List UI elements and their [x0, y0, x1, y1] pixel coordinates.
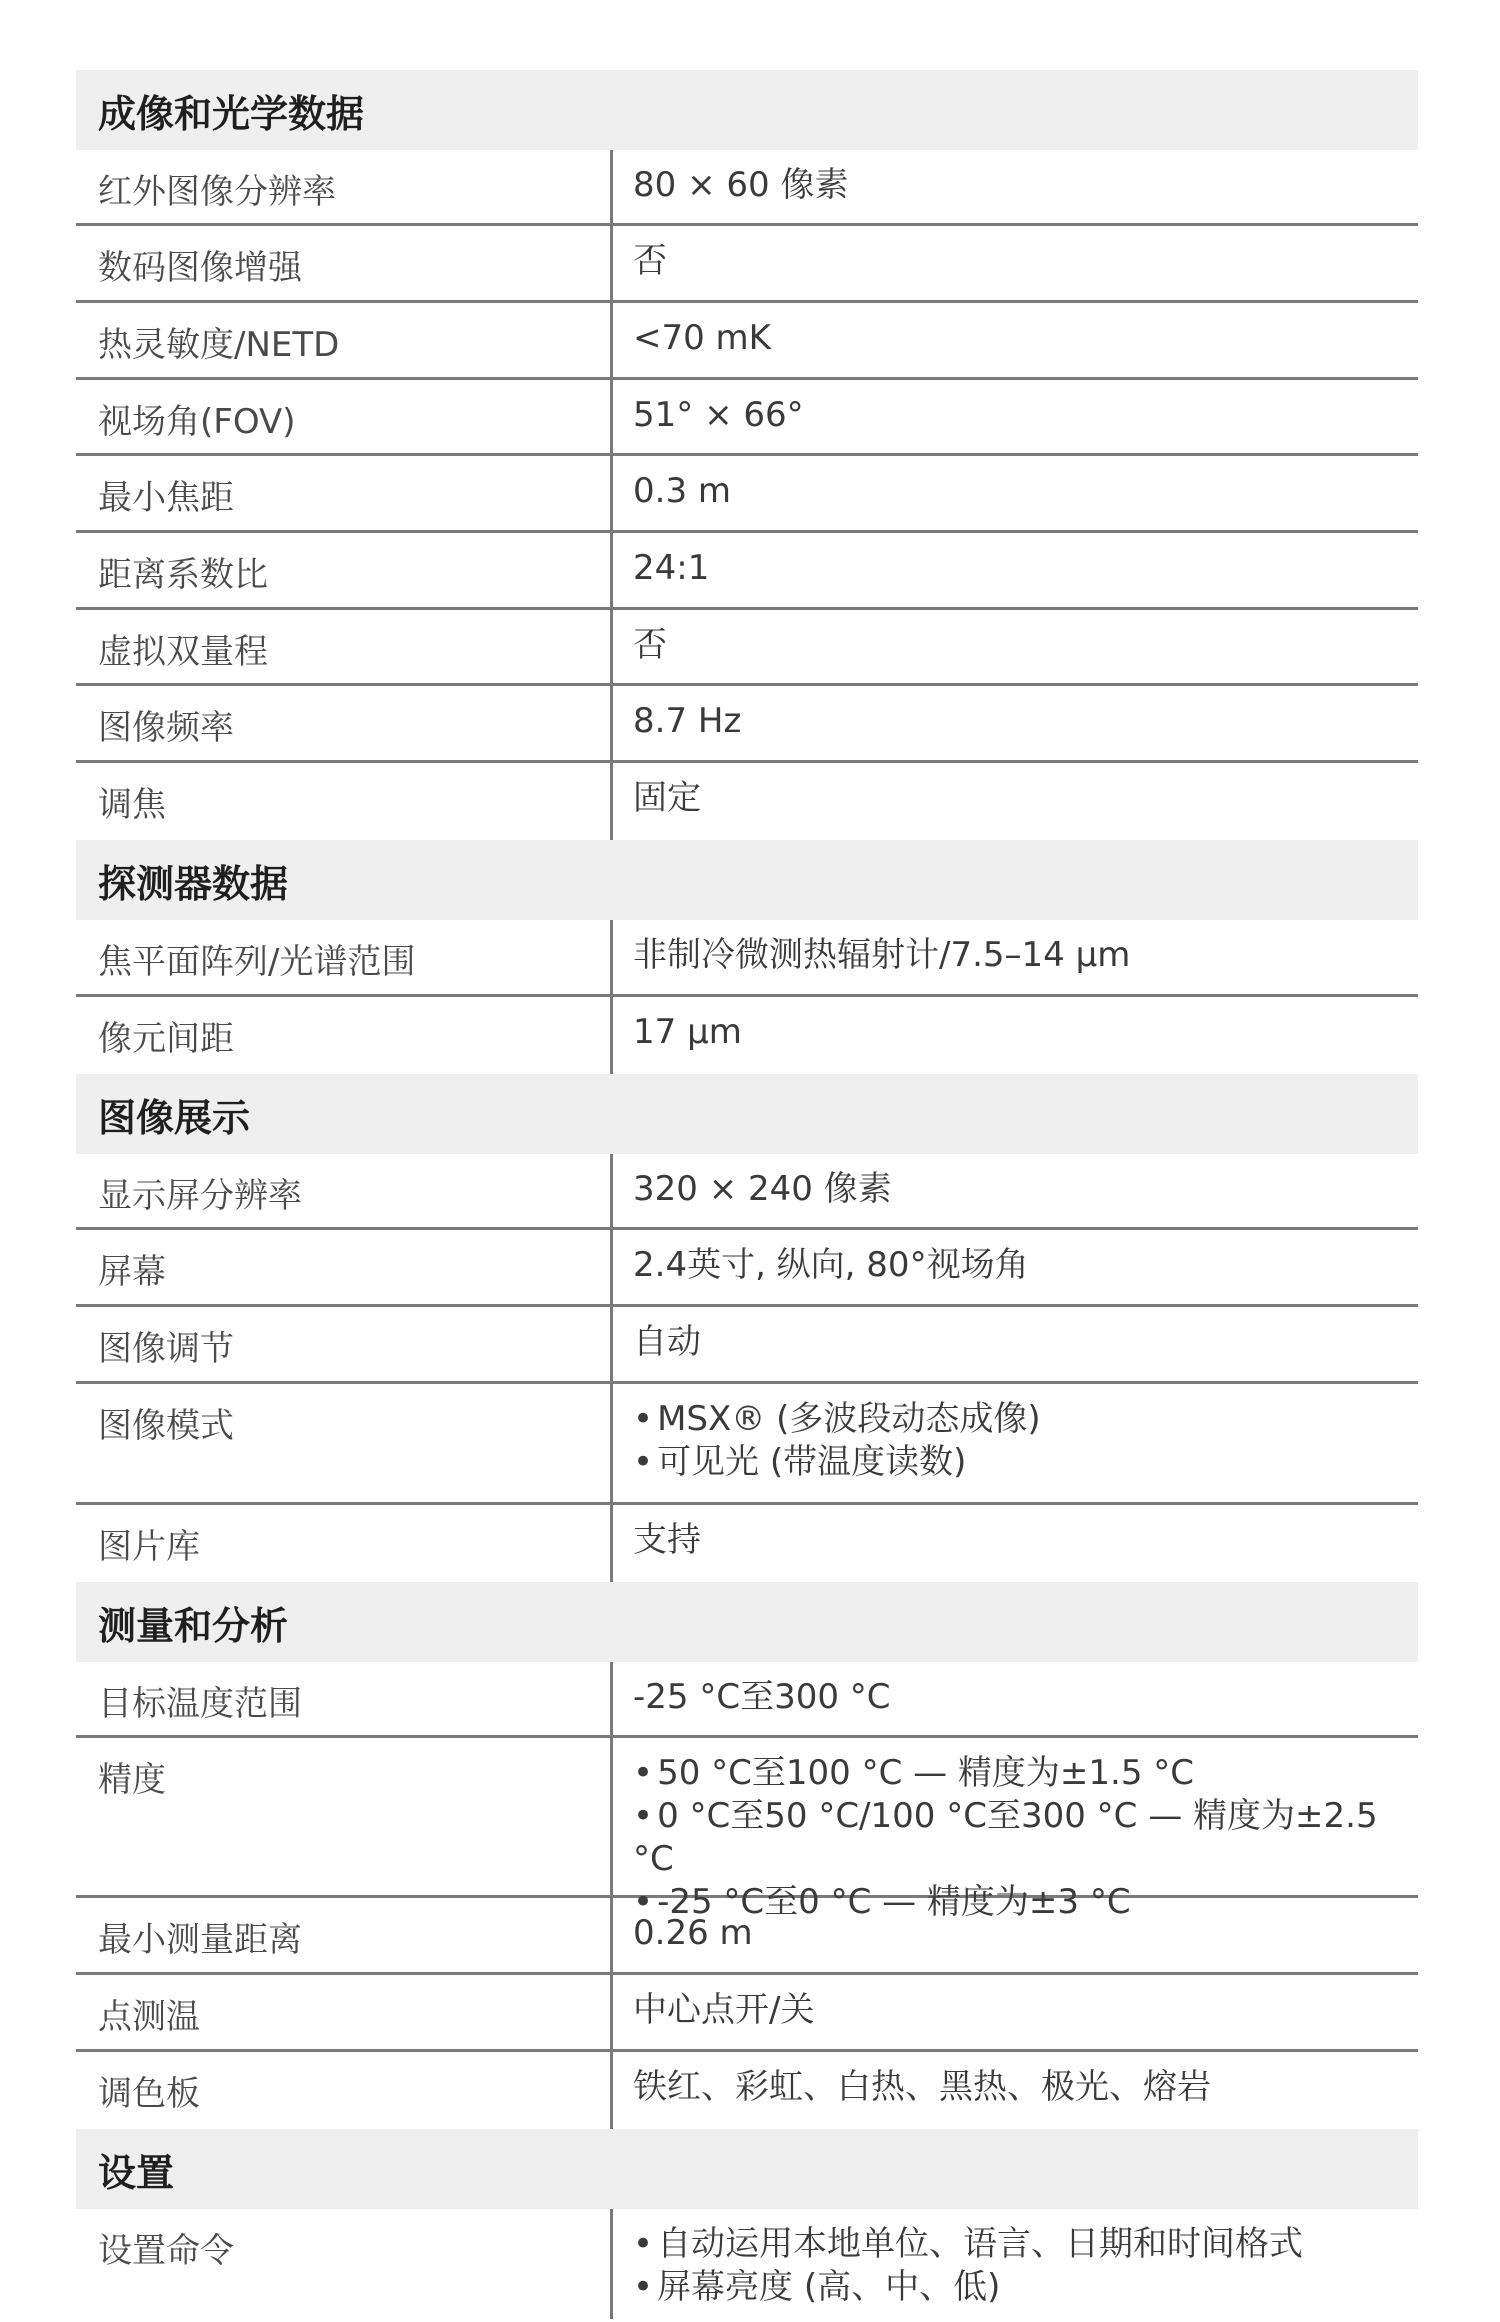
spec-row [76, 1230, 1418, 1307]
spec-value [613, 1738, 1418, 1922]
section-header: 设置 [76, 2129, 1418, 2209]
spec-value-text: -25 °C至300 °C [633, 1677, 891, 1717]
spec-value [613, 920, 1418, 994]
spec-sheet [76, 70, 1418, 2319]
spec-value-text: 固定 [633, 778, 701, 818]
spec-row [76, 2052, 1418, 2129]
spec-label: 屏幕 [76, 1230, 613, 1304]
spec-row [76, 2209, 1418, 2319]
spec-value-text: 铁红、彩虹、白热、黑热、极光、熔岩 [633, 2067, 1211, 2107]
spec-label: 点测温 [76, 1975, 613, 2049]
spec-label: 图片库 [76, 1505, 613, 1582]
spec-value-bullet: • 50 °C至100 °C — 精度为±1.5 °C [633, 1752, 1418, 1795]
spec-row [76, 610, 1418, 686]
spec-value [613, 1975, 1418, 2049]
spec-label: 目标温度范围 [76, 1662, 613, 1735]
spec-row [76, 380, 1418, 456]
spec-value [613, 456, 1418, 530]
spec-label: 调焦 [76, 763, 613, 840]
spec-value [613, 2052, 1418, 2129]
spec-label: 距离系数比 [76, 533, 613, 607]
spec-value-text: 51° × 66° [633, 395, 804, 435]
spec-label: 热灵敏度/NETD [76, 303, 613, 377]
spec-row [76, 150, 1418, 226]
spec-value [613, 1898, 1418, 1972]
spec-row [76, 1384, 1418, 1505]
spec-row [76, 686, 1418, 763]
spec-value-text: 320 × 240 像素 [633, 1169, 892, 1209]
spec-value-bullet: • 屏幕亮度 (高、中、低) [633, 2266, 1418, 2309]
spec-value [613, 1662, 1418, 1735]
spec-value [613, 380, 1418, 453]
spec-value-text: 8.7 Hz [633, 701, 742, 741]
spec-label: 焦平面阵列/光谱范围 [76, 920, 613, 994]
spec-value-bullet: • 自动运用本地单位、语言、日期和时间格式 [633, 2223, 1418, 2266]
spec-row [76, 456, 1418, 533]
spec-value [613, 150, 1418, 223]
spec-value-text: 24:1 [633, 548, 710, 588]
spec-value [613, 610, 1418, 683]
spec-value-text: <70 mK [633, 318, 771, 358]
spec-value-text: 非制冷微测热辐射计/7.5–14 μm [633, 935, 1131, 975]
spec-row [76, 763, 1418, 840]
spec-row [76, 1975, 1418, 2052]
spec-value [613, 2209, 1418, 2319]
spec-label: 精度 [76, 1738, 613, 1895]
spec-label: 视场角(FOV) [76, 380, 613, 453]
section-header: 探测器数据 [76, 840, 1418, 920]
spec-value [613, 226, 1418, 300]
spec-label: 像元间距 [76, 997, 613, 1074]
section-header: 成像和光学数据 [76, 70, 1418, 150]
spec-value-bullet: • 可见光 (带温度读数) [633, 1441, 1418, 1484]
spec-value [613, 1154, 1418, 1227]
spec-row [76, 997, 1418, 1074]
spec-row [76, 1154, 1418, 1230]
spec-label: 图像频率 [76, 686, 613, 760]
spec-row [76, 1307, 1418, 1384]
spec-row [76, 1738, 1418, 1922]
spec-value [613, 1384, 1418, 1502]
spec-value [613, 1505, 1418, 1582]
spec-value [613, 1307, 1418, 1381]
spec-value [613, 303, 1418, 377]
spec-row [76, 303, 1418, 380]
spec-value [613, 1230, 1418, 1304]
spec-value-text: 否 [633, 625, 667, 665]
spec-value-text: 17 μm [633, 1012, 742, 1052]
spec-label: 图像模式 [76, 1384, 613, 1502]
spec-label: 显示屏分辨率 [76, 1154, 613, 1227]
spec-value-bullet: • 0 °C至50 °C/100 °C至300 °C — 精度为±2.5 °C [633, 1795, 1418, 1881]
spec-value-text: 中心点开/关 [633, 1990, 815, 2030]
spec-label: 调色板 [76, 2052, 613, 2129]
spec-value-text: 自动 [633, 1322, 701, 1362]
spec-value-text: 否 [633, 241, 667, 281]
spec-row [76, 1662, 1418, 1738]
spec-value-bullet: • -25 °C至0 °C — 精度为±3 °C [633, 1881, 1418, 1924]
spec-label: 虚拟双量程 [76, 610, 613, 683]
spec-label: 最小焦距 [76, 456, 613, 530]
spec-value [613, 763, 1418, 840]
spec-row [76, 920, 1418, 997]
spec-value-text: 支持 [633, 1520, 701, 1560]
spec-value-text: 80 × 60 像素 [633, 165, 849, 205]
section-header: 图像展示 [76, 1074, 1418, 1154]
spec-value [613, 997, 1418, 1074]
section-header: 测量和分析 [76, 1582, 1418, 1662]
spec-row [76, 533, 1418, 610]
spec-row [76, 1898, 1418, 1975]
spec-value-text: 0.26 m [633, 1913, 753, 1953]
spec-value-bullet: • MSX® (多波段动态成像) [633, 1398, 1418, 1441]
spec-row [76, 226, 1418, 303]
spec-value [613, 533, 1418, 607]
spec-label: 红外图像分辨率 [76, 150, 613, 223]
spec-label: 数码图像增强 [76, 226, 613, 300]
spec-value-text: 2.4英寸, 纵向, 80°视场角 [633, 1245, 1029, 1285]
spec-label: 设置命令 [76, 2209, 613, 2319]
spec-value-text: 0.3 m [633, 471, 731, 511]
spec-value [613, 686, 1418, 760]
spec-label: 最小测量距离 [76, 1898, 613, 1972]
spec-label: 图像调节 [76, 1307, 613, 1381]
spec-row [76, 1505, 1418, 1582]
